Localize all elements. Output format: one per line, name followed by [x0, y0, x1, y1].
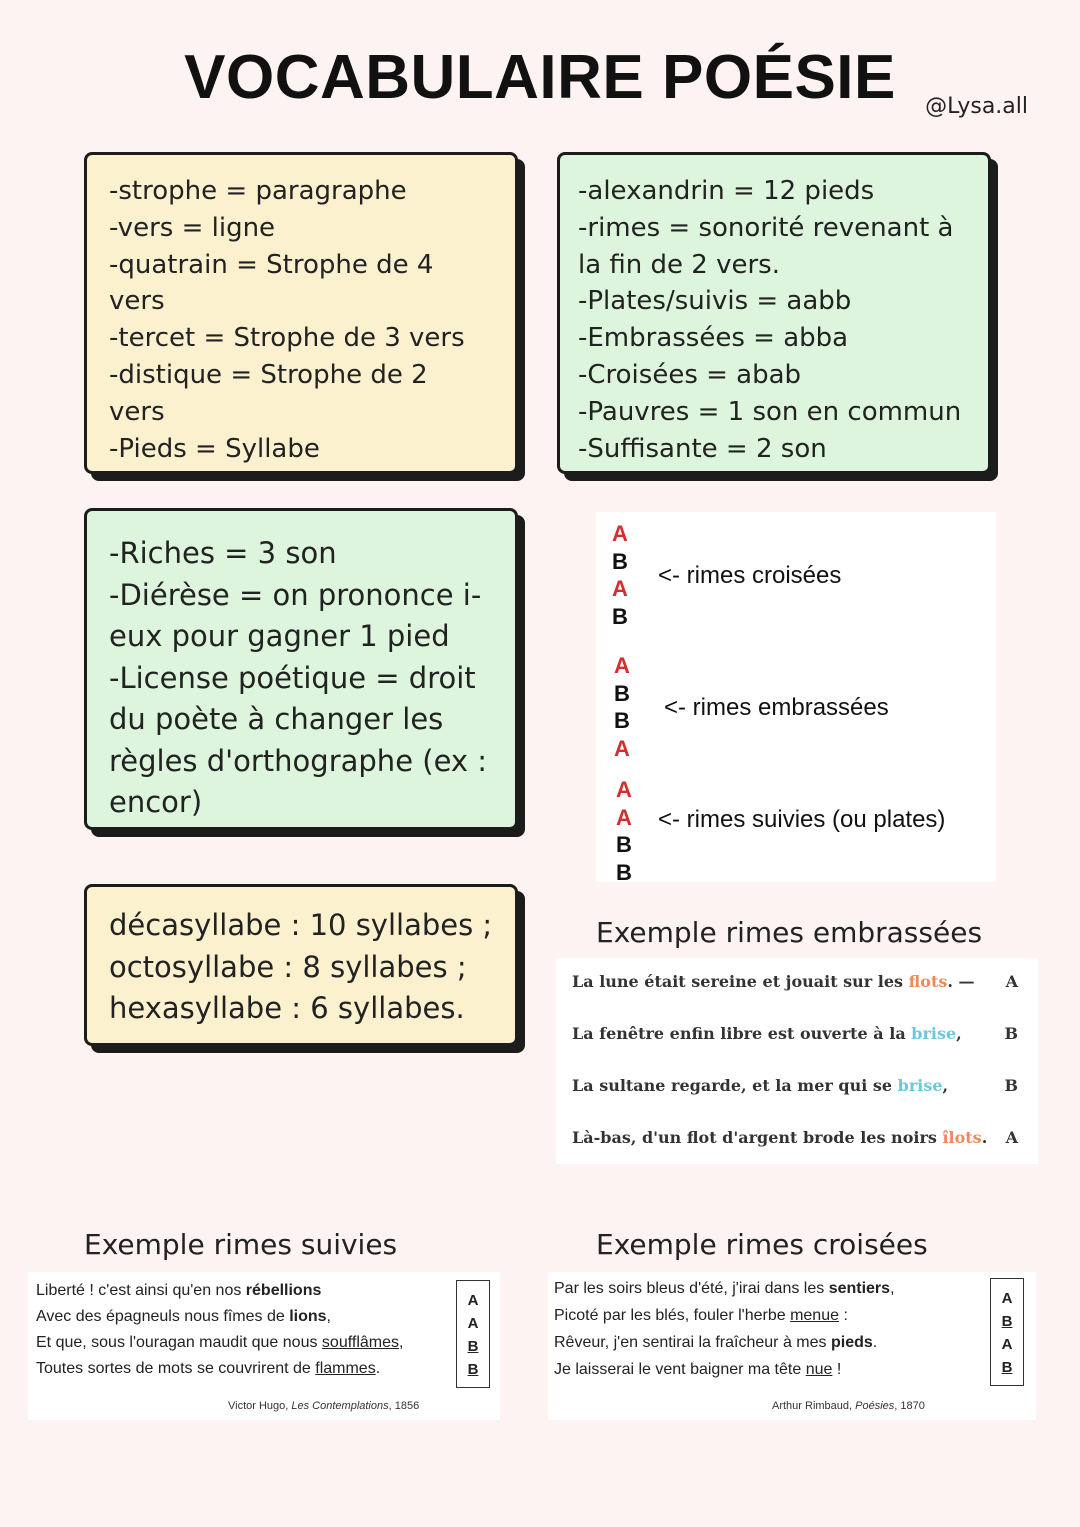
credit-year: , 1856 — [388, 1400, 420, 1412]
definition-line: la fin de 2 vers. — [578, 249, 780, 280]
poem-line — [554, 1361, 841, 1379]
line-punct: , — [399, 1334, 404, 1351]
poem-line — [554, 1280, 895, 1298]
definition-card-riches — [84, 508, 518, 830]
example-suivies-box — [28, 1272, 500, 1420]
line-text: Liberté ! c'est ainsi qu'en nos — [36, 1282, 246, 1299]
definition-line: -Plates/suivis = aabb — [578, 286, 852, 317]
rhyme-word: flammes — [315, 1360, 376, 1377]
rhyme-schemes-panel — [596, 512, 996, 885]
definition-line: -quatrain = Strophe de 4 — [109, 249, 434, 280]
definition-line: -Riches = 3 son — [109, 536, 337, 570]
schema-letter: A — [467, 1292, 479, 1309]
definition-card-syllabes — [84, 884, 518, 1046]
rhyme-schema-box — [456, 1280, 490, 1388]
definition-card-rimes — [557, 152, 991, 474]
credit-year: , 1870 — [894, 1400, 925, 1412]
rhyme-word: îlots — [942, 1128, 982, 1147]
rhyme-word: rébellions — [245, 1282, 322, 1299]
line-text: Rêveur, j'en sentirai la fraîcheur à mes — [554, 1334, 831, 1351]
line-punct: . — [375, 1360, 381, 1377]
definition-line: -strophe = paragraphe — [109, 176, 407, 206]
definition-line: -alexandrin = 12 pieds — [578, 176, 875, 206]
schema-letter: A — [1001, 1290, 1013, 1307]
definition-line: encor) — [109, 785, 203, 819]
credit-author: Victor Hugo, — [228, 1400, 292, 1412]
line-punct: . — [872, 1334, 878, 1351]
rhyme-schema-box — [990, 1278, 1024, 1386]
line-text: Là-bas, d'un flot d'argent brode les noirs — [572, 1128, 943, 1147]
author-handle: @Lysa.all — [925, 94, 1028, 119]
poem-line — [572, 972, 1026, 991]
poem-line — [554, 1334, 877, 1352]
schema-letter: B — [467, 1338, 479, 1355]
line-text: La lune était sereine et jouait sur les — [572, 972, 909, 991]
poem-credit — [772, 1400, 925, 1412]
definition-line: vers — [109, 396, 165, 427]
schema-letter: B — [467, 1361, 479, 1378]
scheme-letter: A — [614, 735, 630, 761]
definition-line: -License poétique = droit — [109, 660, 476, 695]
definition-line: règles d'orthographe (ex : — [109, 743, 488, 778]
credit-author: Arthur Rimbaud, — [772, 1400, 856, 1412]
line-punct: ! — [832, 1361, 842, 1378]
line-text: Picoté par les blés, fouler l'herbe — [554, 1307, 791, 1324]
definition-line: -rimes = sonorité revenant à — [578, 212, 954, 243]
definition-line: eux pour gagner 1 pied — [109, 619, 450, 653]
definition-line: décasyllabe : 10 syllabes ; — [109, 908, 493, 942]
rhyme-word: nue — [805, 1361, 833, 1378]
rhyme-word: menue — [790, 1307, 839, 1324]
rhyme-word: flots — [908, 972, 948, 991]
definition-line: -tercet = Strophe de 3 vers — [109, 323, 465, 354]
definition-line: du poète à changer les — [109, 702, 444, 736]
scheme-letter: A — [612, 521, 628, 546]
definition-line: vers — [109, 286, 165, 317]
definition-line: hexasyllabe : 6 syllabes. — [109, 991, 465, 1025]
scheme-letters-embrassees — [614, 652, 630, 762]
definition-line: -vers = ligne — [109, 212, 276, 243]
line-punct: . — — [947, 972, 975, 991]
scheme-label: <- rimes embrassées — [664, 694, 889, 721]
rhyme-word: soufflâmes — [321, 1334, 399, 1351]
credit-work: Poésies — [855, 1400, 895, 1412]
scheme-label: <- rimes croisées — [658, 562, 842, 589]
definition-line: -Pieds = Syllabe — [109, 433, 320, 464]
example-suivies-title: Exemple rimes suivies — [84, 1228, 398, 1261]
rhyme-word: brise — [897, 1076, 943, 1095]
schema-letter: B — [1001, 1359, 1013, 1376]
line-punct: , — [942, 1076, 949, 1095]
schema-letter: A — [1001, 1336, 1013, 1353]
rhyme-word: pieds — [830, 1334, 873, 1351]
line-text: Et que, sous l'ouragan maudit que nous — [36, 1334, 322, 1351]
definition-line: -Embrassées = abba — [578, 323, 849, 354]
scheme-letters-croisees — [612, 520, 628, 630]
scheme-letter: A — [612, 576, 628, 601]
scheme-letter: B — [616, 859, 632, 885]
line-punct: , — [326, 1308, 331, 1325]
line-text: La sultane regarde, et la mer qui se — [572, 1076, 898, 1095]
scheme-letter: B — [614, 680, 630, 706]
line-punct: : — [839, 1307, 848, 1324]
poem-line — [572, 1024, 1026, 1043]
rhyme-word: brise — [911, 1024, 957, 1043]
example-croisees-box — [548, 1272, 1036, 1420]
rhyme-word: sentiers — [828, 1280, 891, 1297]
scheme-letter: A — [616, 804, 632, 830]
line-text: Avec des épagneuls nous fîmes de — [36, 1308, 290, 1325]
scheme-letter: B — [612, 603, 628, 629]
schema-letter: B — [1001, 1313, 1013, 1330]
scheme-letter: B — [616, 832, 632, 857]
poem-line — [554, 1307, 848, 1325]
example-croisees-title: Exemple rimes croisées — [596, 1228, 928, 1261]
poem-line — [36, 1282, 321, 1300]
definition-line: -Pauvres = 1 son en commun — [578, 396, 962, 427]
example-embrassees-title: Exemple rimes embrassées — [596, 916, 983, 949]
definition-line: -Diérèse = on prononce i- — [109, 577, 482, 612]
line-punct: . — [981, 1128, 988, 1147]
rhyme-word: lions — [289, 1308, 327, 1325]
line-text: Je laisserai le vent baigner ma tête — [554, 1361, 806, 1378]
rhyme-tag: A — [1005, 1128, 1018, 1147]
line-text: La fenêtre enfin libre est ouverte à la — [572, 1024, 912, 1043]
scheme-label: <- rimes suivies (ou plates) — [658, 806, 946, 833]
scheme-letter: B — [612, 548, 628, 574]
line-text: Par les soirs bleus d'été, j'irai dans les — [554, 1280, 829, 1297]
line-text: Toutes sortes de mots se couvrirent de — [36, 1360, 316, 1377]
page-title: VOCABULAIRE POÉSIE — [184, 43, 896, 112]
scheme-letter: A — [614, 653, 630, 678]
line-punct: , — [890, 1280, 895, 1297]
definition-line: -distique = Strophe de 2 — [109, 359, 428, 390]
poem-line — [36, 1360, 380, 1378]
definition-line: -Suffisante = 2 son — [578, 433, 827, 464]
credit-work: Les Contemplations — [291, 1400, 389, 1412]
definition-card-structure — [84, 152, 518, 474]
rhyme-tag: A — [1005, 972, 1018, 991]
rhyme-tag: B — [1004, 1024, 1018, 1043]
definition-line: octosyllabe : 8 syllabes ; — [109, 949, 467, 984]
definition-line: -Croisées = abab — [578, 359, 802, 390]
poem-credit — [228, 1400, 419, 1412]
scheme-letter: B — [614, 708, 630, 733]
example-embrassees-box — [556, 958, 1038, 1164]
rhyme-tag: B — [1004, 1076, 1018, 1095]
line-punct: , — [956, 1024, 962, 1043]
scheme-letters-suivies — [616, 776, 632, 886]
poem-line — [572, 1128, 1026, 1147]
poem-line — [36, 1308, 331, 1326]
poem-line — [36, 1334, 403, 1352]
poem-line — [572, 1076, 1026, 1095]
scheme-letter: A — [616, 777, 632, 802]
schema-letter: A — [467, 1315, 479, 1332]
